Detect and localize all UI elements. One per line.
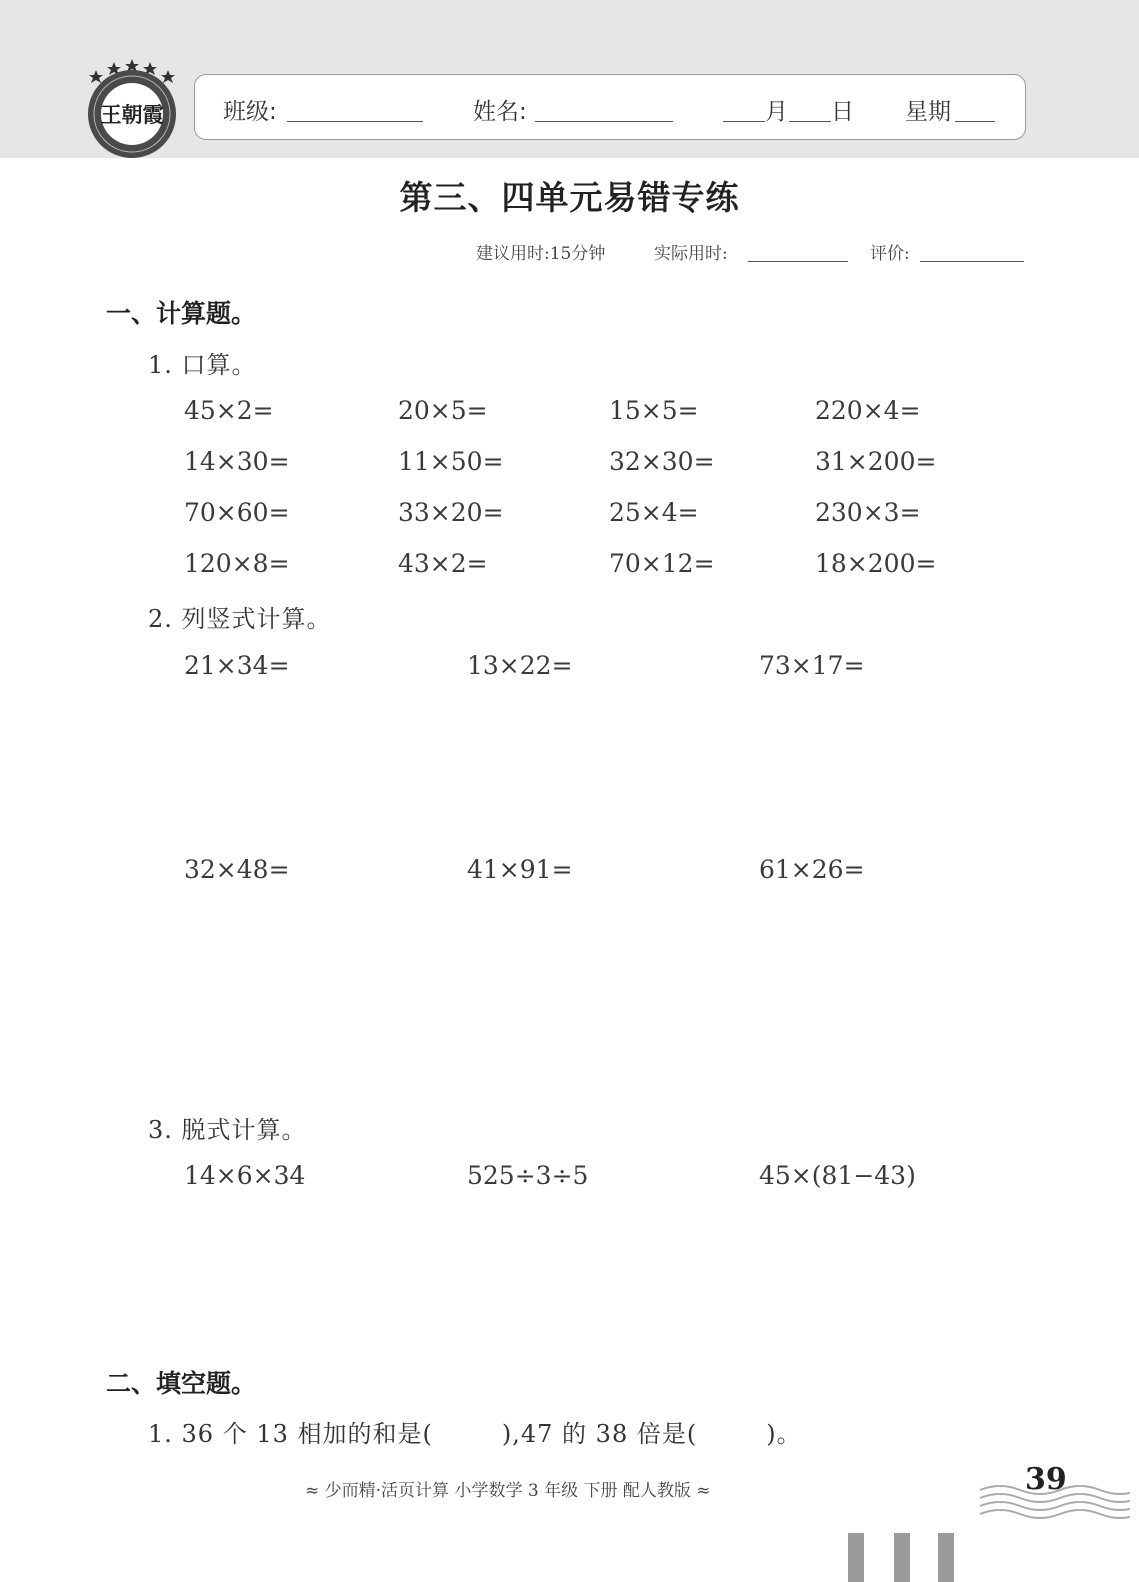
vertical-calc-item: 13×22=	[467, 651, 573, 680]
step-calc-item: 45×(81−43)	[759, 1161, 916, 1190]
suggested-time: 建议用时:15分钟	[476, 244, 606, 264]
oral-calc-item: 32×30=	[609, 447, 715, 476]
subsection-label: 2. 列竖式计算。	[148, 605, 332, 633]
star-icon	[89, 70, 103, 83]
star-icon	[161, 70, 175, 83]
oral-calc-item: 70×60=	[184, 498, 290, 527]
step-calc-item: 14×6×34	[184, 1161, 306, 1190]
oral-calc-item: 31×200=	[815, 447, 937, 476]
footer-series-text: ≈ 少而精·活页计算 小学数学 3 年级 下册 配人教版 ≈	[305, 1481, 711, 1501]
fill-blank-question: 1. 36 个 13 相加的和是( ),47 的 38 倍是( )。	[148, 1420, 802, 1448]
oral-calc-item: 11×50=	[398, 447, 504, 476]
oral-calc-item: 33×20=	[398, 498, 504, 527]
oral-calc-item: 25×4=	[609, 498, 699, 527]
vertical-calc-item: 21×34=	[184, 651, 290, 680]
oral-calc-item: 14×30=	[184, 447, 290, 476]
name-field[interactable]	[535, 121, 673, 122]
name-label: 姓名:	[473, 99, 527, 125]
oral-calc-item: 230×3=	[815, 498, 921, 527]
subsection-label: 1. 口算。	[148, 351, 257, 379]
day-label: 日	[831, 99, 854, 125]
rating-label: 评价:	[870, 244, 910, 264]
weekday-label: 星期	[905, 99, 951, 125]
oral-calc-item: 18×200=	[815, 549, 937, 578]
actual-time-field[interactable]	[748, 261, 848, 262]
oral-calc-item: 120×8=	[184, 549, 290, 578]
binding-marks	[848, 1533, 958, 1582]
actual-time-label: 实际用时:	[654, 244, 728, 264]
step-calc-item: 525÷3÷5	[467, 1161, 589, 1190]
month-field[interactable]	[723, 121, 765, 122]
class-field[interactable]	[287, 121, 423, 122]
oral-calc-item: 20×5=	[398, 396, 488, 425]
waves-decoration	[980, 1480, 1130, 1520]
subsection-label: 3. 脱式计算。	[148, 1116, 307, 1144]
vertical-calc-item: 41×91=	[467, 855, 573, 884]
page-number: 39	[1025, 1462, 1067, 1497]
day-field[interactable]	[789, 121, 831, 122]
vertical-calc-item: 73×17=	[759, 651, 865, 680]
class-label: 班级:	[223, 99, 277, 125]
section-heading: 二、填空题。	[106, 1369, 257, 1398]
oral-calc-item: 45×2=	[184, 396, 274, 425]
oral-calc-item: 43×2=	[398, 549, 488, 578]
month-label: 月	[765, 99, 788, 125]
vertical-calc-item: 32×48=	[184, 855, 290, 884]
oral-calc-item: 70×12=	[609, 549, 715, 578]
rating-field[interactable]	[920, 261, 1024, 262]
svg-text:王朝霞: 王朝霞	[100, 102, 164, 127]
vertical-calc-item: 61×26=	[759, 855, 865, 884]
oral-calc-item: 220×4=	[815, 396, 921, 425]
oral-calc-item: 15×5=	[609, 396, 699, 425]
publisher-logo	[82, 56, 182, 160]
weekday-field[interactable]	[955, 121, 995, 122]
section-heading: 一、计算题。	[106, 299, 257, 328]
student-info-box	[194, 74, 1026, 140]
page-title: 第三、四单元易错专练	[399, 178, 740, 217]
